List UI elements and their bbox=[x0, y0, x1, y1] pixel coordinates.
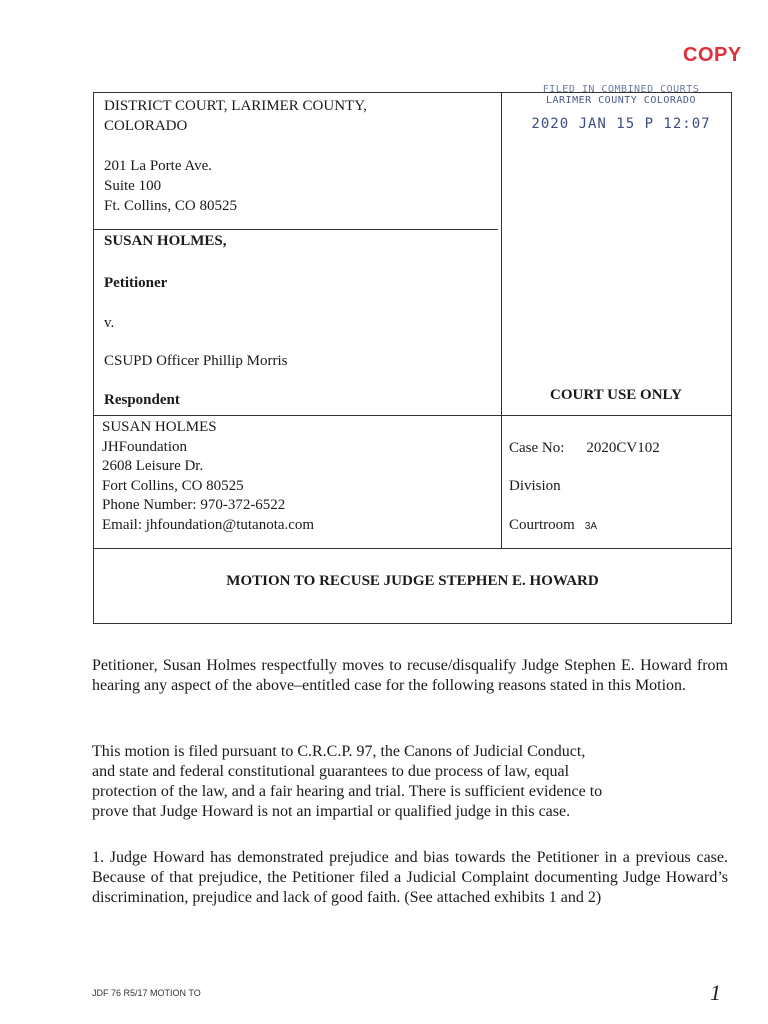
respondent-label: Respondent bbox=[104, 392, 180, 408]
court-name-line2: COLORADO bbox=[104, 118, 188, 134]
filer-info bbox=[102, 418, 314, 535]
filer-email: Email: jhfoundation@tutanota.com bbox=[102, 516, 315, 533]
paragraph-point-1: 1. Judge Howard has demonstrated prejudice and bias towards the Petitioner in a previous case. Because of that prejudice, the Petitioner filed a Judicial Complaint documenting Judge Howard’s discrimination, prejudice and lack of good faith. (See attached exhibits 1 and 2) bbox=[92, 849, 728, 906]
paragraph-basis-line1: This motion is filed pursuant to C.R.C.P. 97, the Canons of Judicial Conduct, bbox=[92, 743, 586, 760]
petitioner-label: Petitioner bbox=[104, 275, 168, 291]
filed-stamp-line1: FILED IN COMBINED COURTS bbox=[542, 84, 700, 95]
filer-organization: JHFoundation bbox=[102, 438, 188, 455]
caption-divider-filer bbox=[94, 548, 731, 549]
court-address-line3: Ft. Collins, CO 80525 bbox=[104, 198, 237, 214]
filed-stamp-date: 2020 JAN 15 P 12:07 bbox=[531, 116, 711, 132]
paragraph-basis bbox=[92, 742, 728, 822]
versus: v. bbox=[104, 315, 115, 331]
case-caption-box bbox=[93, 92, 732, 624]
paragraph-basis-line4: prove that Judge Howard is not an impartial or qualified judge in this case. bbox=[92, 803, 571, 820]
filer-city: Fort Collins, CO 80525 bbox=[102, 477, 244, 494]
filed-stamp-line2: LARIMER COUNTY COLORADO bbox=[546, 95, 696, 106]
form-footer: JDF 76 R5/17 MOTION TO bbox=[92, 988, 201, 998]
caption-divider-vertical bbox=[501, 93, 502, 548]
petitioner-name: SUSAN HOLMES, bbox=[104, 233, 227, 249]
court-name bbox=[104, 96, 494, 136]
motion-title: MOTION TO RECUSE JUDGE STEPHEN E. HOWARD bbox=[226, 573, 599, 589]
page-number: 1 bbox=[710, 980, 721, 1005]
paragraph-intro: Petitioner, Susan Holmes respectfully moves to recuse/disqualify Judge Stephen E. Howard from hearing any aspect of the above–entitled case for the following reasons stated in this Motion. bbox=[92, 657, 728, 694]
court-use-only: COURT USE ONLY bbox=[549, 387, 682, 403]
case-number-value: 2020CV102 bbox=[586, 440, 660, 456]
court-name-line1: DISTRICT COURT, LARIMER COUNTY, bbox=[104, 98, 367, 114]
courtroom bbox=[509, 515, 597, 537]
paragraph-basis-line2: and state and federal constitutional guarantees to due process of law, equal bbox=[92, 763, 570, 780]
division-label: Division bbox=[509, 478, 561, 494]
copy-stamp: COPY bbox=[683, 44, 742, 66]
courtroom-label: Courtroom bbox=[509, 517, 575, 533]
respondent-name: CSUPD Officer Phillip Morris bbox=[104, 353, 288, 369]
case-number bbox=[509, 438, 660, 458]
caption-divider-parties bbox=[94, 415, 731, 416]
filer-phone: Phone Number: 970-372-6522 bbox=[102, 497, 286, 513]
filer-name: SUSAN HOLMES bbox=[102, 419, 217, 435]
court-address bbox=[104, 156, 237, 216]
case-number-label: Case No: bbox=[509, 440, 565, 456]
filer-street: 2608 Leisure Dr. bbox=[102, 458, 204, 474]
paragraph-basis-line3: protection of the law, and a fair hearing and trial. There is sufficient evidence to bbox=[92, 783, 603, 800]
caption-divider-court bbox=[94, 229, 498, 230]
court-address-line2: Suite 100 bbox=[104, 178, 162, 194]
courtroom-value: 3A bbox=[584, 521, 598, 532]
court-address-line1: 201 La Porte Ave. bbox=[104, 158, 213, 174]
